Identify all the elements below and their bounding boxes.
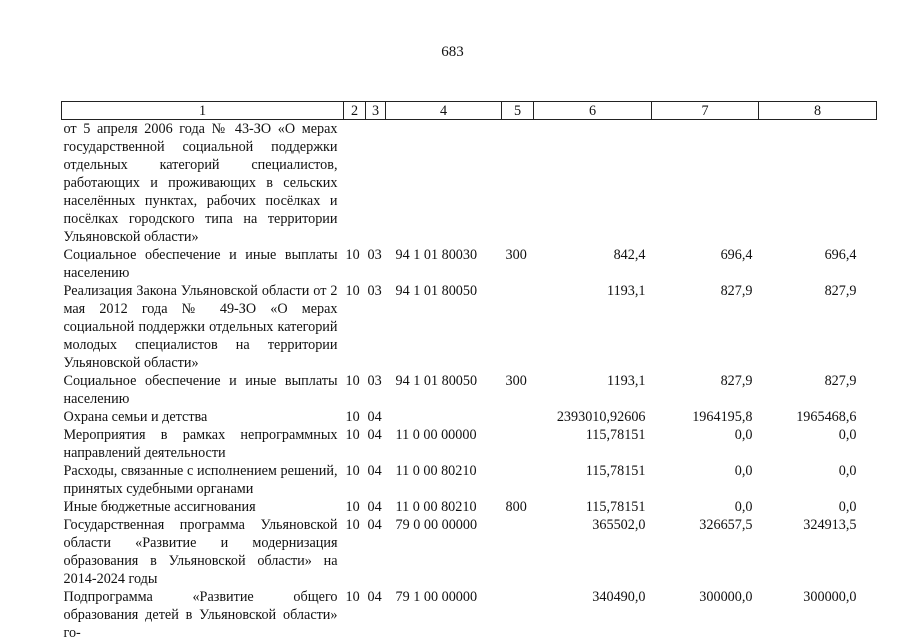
amount-col7-cell: 696,4	[652, 246, 759, 282]
row-name-cell: Реализация Закона Ульяновской области от 2 мая 2012 года № 49-ЗО «О мерах социальной поддержки отдельных категорий молодых специалистов на территории Ульяновской области»	[62, 282, 344, 372]
subsection-code-cell: 03	[366, 372, 386, 408]
amount-col7-cell: 300000,0	[652, 588, 759, 642]
amount-col8-cell	[759, 120, 877, 247]
amount-col6-cell: 1193,1	[534, 282, 652, 372]
column-header: 8	[759, 102, 877, 120]
subsection-code-cell: 04	[366, 516, 386, 588]
section-code-cell: 10	[344, 372, 366, 408]
subsection-code-cell	[366, 120, 386, 247]
table-row	[62, 372, 877, 408]
amount-col7-cell: 827,9	[652, 372, 759, 408]
target-article-cell: 94 1 01 80050	[386, 372, 502, 408]
table-row	[62, 120, 877, 247]
amount-col8-cell: 696,4	[759, 246, 877, 282]
expense-type-cell	[502, 426, 534, 462]
amount-col6-cell: 115,78151	[534, 426, 652, 462]
subsection-code-cell: 04	[366, 462, 386, 498]
section-code-cell	[344, 120, 366, 247]
expense-type-cell	[502, 120, 534, 247]
row-name-cell: от 5 апреля 2006 года № 43-ЗО «О мерах государственной социальной поддержки отдельных категорий специалистов, работающих и проживающих в сельских населённых пунктах, рабочих посёлках и посёлках городского типа на территории Ульяновской области»	[62, 120, 344, 247]
table-row	[62, 498, 877, 516]
column-header: 6	[534, 102, 652, 120]
amount-col6-cell	[534, 120, 652, 247]
table-row	[62, 462, 877, 498]
subsection-code-cell: 04	[366, 426, 386, 462]
row-name-cell: Социальное обеспечение и иные выплаты населению	[62, 372, 344, 408]
subsection-code-cell: 04	[366, 588, 386, 642]
amount-col7-cell: 326657,5	[652, 516, 759, 588]
target-article-cell: 94 1 01 80030	[386, 246, 502, 282]
expense-type-cell	[502, 462, 534, 498]
table-row	[62, 282, 877, 372]
amount-col8-cell: 0,0	[759, 498, 877, 516]
amount-col7-cell: 0,0	[652, 462, 759, 498]
amount-col8-cell: 827,9	[759, 282, 877, 372]
amount-col8-cell: 1965468,6	[759, 408, 877, 426]
column-header: 2	[344, 102, 366, 120]
target-article-cell: 79 0 00 00000	[386, 516, 502, 588]
amount-col7-cell	[652, 120, 759, 247]
table-row	[62, 246, 877, 282]
amount-col7-cell: 0,0	[652, 498, 759, 516]
row-name-cell: Социальное обеспечение и иные выплаты населению	[62, 246, 344, 282]
column-header: 5	[502, 102, 534, 120]
expense-type-cell	[502, 516, 534, 588]
row-name-cell: Иные бюджетные ассигнования	[62, 498, 344, 516]
section-code-cell: 10	[344, 588, 366, 642]
expense-type-cell: 300	[502, 372, 534, 408]
section-code-cell: 10	[344, 426, 366, 462]
target-article-cell: 11 0 00 80210	[386, 462, 502, 498]
target-article-cell: 11 0 00 00000	[386, 426, 502, 462]
subsection-code-cell: 03	[366, 246, 386, 282]
expense-type-cell	[502, 282, 534, 372]
column-header: 7	[652, 102, 759, 120]
table-row	[62, 408, 877, 426]
subsection-code-cell: 04	[366, 498, 386, 516]
amount-col6-cell: 365502,0	[534, 516, 652, 588]
column-number-header-row	[62, 102, 877, 120]
row-name-cell: Мероприятия в рамках непрограммных направлений деятельности	[62, 426, 344, 462]
section-code-cell: 10	[344, 462, 366, 498]
amount-col6-cell: 842,4	[534, 246, 652, 282]
amount-col6-cell: 115,78151	[534, 498, 652, 516]
column-header: 4	[386, 102, 502, 120]
expense-type-cell: 800	[502, 498, 534, 516]
section-code-cell: 10	[344, 282, 366, 372]
section-code-cell: 10	[344, 516, 366, 588]
expense-type-cell: 300	[502, 246, 534, 282]
amount-col6-cell: 1193,1	[534, 372, 652, 408]
page-number: 683	[0, 44, 905, 61]
budget-table	[61, 101, 877, 642]
amount-col6-cell: 2393010,92606	[534, 408, 652, 426]
table-row	[62, 516, 877, 588]
column-header: 1	[62, 102, 344, 120]
section-code-cell: 10	[344, 408, 366, 426]
section-code-cell: 10	[344, 498, 366, 516]
amount-col7-cell: 1964195,8	[652, 408, 759, 426]
row-name-cell: Охрана семьи и детства	[62, 408, 344, 426]
target-article-cell: 94 1 01 80050	[386, 282, 502, 372]
row-name-cell: Подпрограмма «Развитие общего образования детей в Ульяновской области» го-	[62, 588, 344, 642]
amount-col8-cell: 0,0	[759, 426, 877, 462]
table-row	[62, 588, 877, 642]
target-article-cell	[386, 120, 502, 247]
section-code-cell: 10	[344, 246, 366, 282]
amount-col6-cell: 115,78151	[534, 462, 652, 498]
amount-col6-cell: 340490,0	[534, 588, 652, 642]
expense-type-cell	[502, 588, 534, 642]
column-header: 3	[366, 102, 386, 120]
table-body	[62, 120, 877, 642]
expense-type-cell	[502, 408, 534, 426]
subsection-code-cell: 04	[366, 408, 386, 426]
row-name-cell: Расходы, связанные с исполнением решений, принятых судебными органами	[62, 462, 344, 498]
target-article-cell: 79 1 00 00000	[386, 588, 502, 642]
subsection-code-cell: 03	[366, 282, 386, 372]
amount-col7-cell: 827,9	[652, 282, 759, 372]
table-row	[62, 426, 877, 462]
target-article-cell: 11 0 00 80210	[386, 498, 502, 516]
amount-col8-cell: 827,9	[759, 372, 877, 408]
amount-col8-cell: 0,0	[759, 462, 877, 498]
amount-col7-cell: 0,0	[652, 426, 759, 462]
amount-col8-cell: 300000,0	[759, 588, 877, 642]
target-article-cell	[386, 408, 502, 426]
row-name-cell: Государственная программа Ульяновской области «Развитие и модернизация образования в Ульяновской области» на 2014-2024 годы	[62, 516, 344, 588]
amount-col8-cell: 324913,5	[759, 516, 877, 588]
